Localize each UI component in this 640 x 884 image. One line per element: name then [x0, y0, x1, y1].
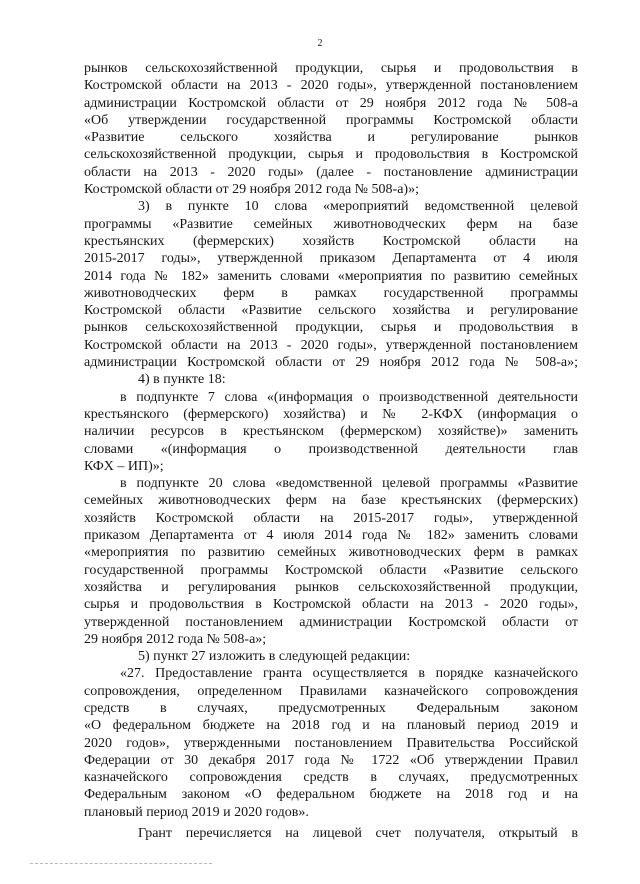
- text-line: «Развитие сельского хозяйства и регулирование рынков: [84, 130, 578, 146]
- text-line: «27. Предоставление гранта осуществляется в порядке казначейского: [120, 666, 578, 682]
- text-line: казначейского сопровождения средств в случаях, предусмотренных: [84, 770, 578, 786]
- text-line: администрации Костромской области от 29 ноября 2012 года № 508-а: [84, 95, 578, 111]
- document-body: [84, 60, 578, 842]
- text-line: Федерации от 30 декабря 2017 года № 1722 «Об утверждении Правил: [84, 752, 578, 768]
- text-line: плановый период 2019 и 2020 годов».: [84, 804, 309, 820]
- text-line: Костромской области от 29 ноября 2012 года № 508-а)»;: [84, 182, 419, 198]
- text-line: в подпункте 20 слова «ведомственной целевой программы «Развитие: [120, 476, 578, 492]
- text-line: «Об утверждении государственной программы Костромской области: [84, 112, 578, 128]
- text-line: сельскохозяйственной продукции, сырья и продовольствия в Костромской: [84, 147, 578, 163]
- text-line: крестьянских (фермерских) хозяйств Костромской области на: [84, 233, 578, 249]
- text-line: Федеральным законом «О федеральном бюджете на 2018 год и на: [84, 787, 578, 803]
- text-line: программы «Развитие семейных животноводческих ферм на базе: [84, 216, 578, 232]
- text-line: рынков сельскохозяйственной продукции, сырья и продовольствия в: [84, 61, 578, 76]
- text-line: Грант перечисляется на лицевой счет получателя, открытый в: [138, 826, 578, 842]
- text-line: государственной программы Костромской области «Развитие сельского: [84, 562, 578, 578]
- page-number: 2: [317, 38, 323, 49]
- text-line: утвержденной постановлением администрации Костромской области от: [84, 614, 578, 630]
- text-line: 2014 года № 182» заменить словами «мероприятия по развитию семейных: [84, 268, 578, 284]
- text-line: 2015-2017 годы», утвержденной приказом Департамента от 4 июля: [84, 251, 578, 267]
- text-line: 2020 годов», утвержденными постановлением Правительства Российской: [84, 735, 578, 751]
- text-line: хозяйства и регулирования рынков сельскохозяйственной продукции,: [84, 579, 578, 595]
- text-line: семейных животноводческих ферм на базе крестьянских (фермерских): [84, 493, 578, 509]
- text-line: рынков сельскохозяйственной продукции, сырья и продовольствия в: [84, 320, 578, 336]
- text-line: в подпункте 7 слова «(информация о производственной деятельности: [120, 389, 578, 405]
- text-line: области на 2013 - 2020 годы» (далее - постановление администрации: [84, 164, 578, 180]
- text-line: 29 ноября 2012 года № 508-а»;: [84, 631, 267, 647]
- text-line: сырья и продовольствия в Костромской области на 2013 - 2020 годы»,: [84, 597, 578, 613]
- text-line: сопровождения, определенном Правилами казначейского сопровождения: [84, 683, 578, 699]
- text-line: 4) в пункте 18:: [138, 372, 226, 388]
- text-line: 3) в пункте 10 слова «мероприятий ведомственной целевой: [138, 199, 578, 215]
- text-line: средств в случаях, предусмотренных Федеральным законом: [84, 700, 578, 716]
- text-line: «мероприятия по развитию семейных животноводческих ферм в рамках: [84, 545, 578, 561]
- text-line: хозяйств Костромской области на 2015-2017 годы», утвержденной: [84, 510, 578, 526]
- text-line: Костромской области на 2013 - 2020 годы», утвержденной постановлением: [84, 78, 578, 94]
- text-line: «О федеральном бюджете на 2018 год и на плановый период 2019 и: [84, 718, 578, 734]
- text-line: словами «(информация о производственной деятельности глав: [84, 441, 578, 457]
- text-line: животноводческих ферм в рамках государственной программы: [84, 285, 578, 301]
- text-line: Костромской области на 2013 - 2020 годы», утвержденной постановлением: [84, 337, 578, 353]
- text-line: 5) пункт 27 изложить в следующей редакции:: [138, 649, 411, 665]
- text-line: администрации Костромской области от 29 ноября 2012 года № 508-а»;: [84, 355, 578, 371]
- text-line: наличии ресурсов в крестьянском (фермерском) хозяйстве)» заменить: [84, 424, 578, 440]
- footer-divider: [30, 863, 212, 864]
- text-line: Костромской области «Развитие сельского хозяйства и регулирование: [84, 303, 578, 319]
- text-line: крестьянского (фермерского) хозяйства) и № 2-КФХ (информация о: [84, 406, 578, 422]
- text-line: приказом Департамента от 4 июля 2014 года № 182» заменить словами: [84, 528, 578, 544]
- text-line: КФХ – ИП)»;: [84, 458, 164, 474]
